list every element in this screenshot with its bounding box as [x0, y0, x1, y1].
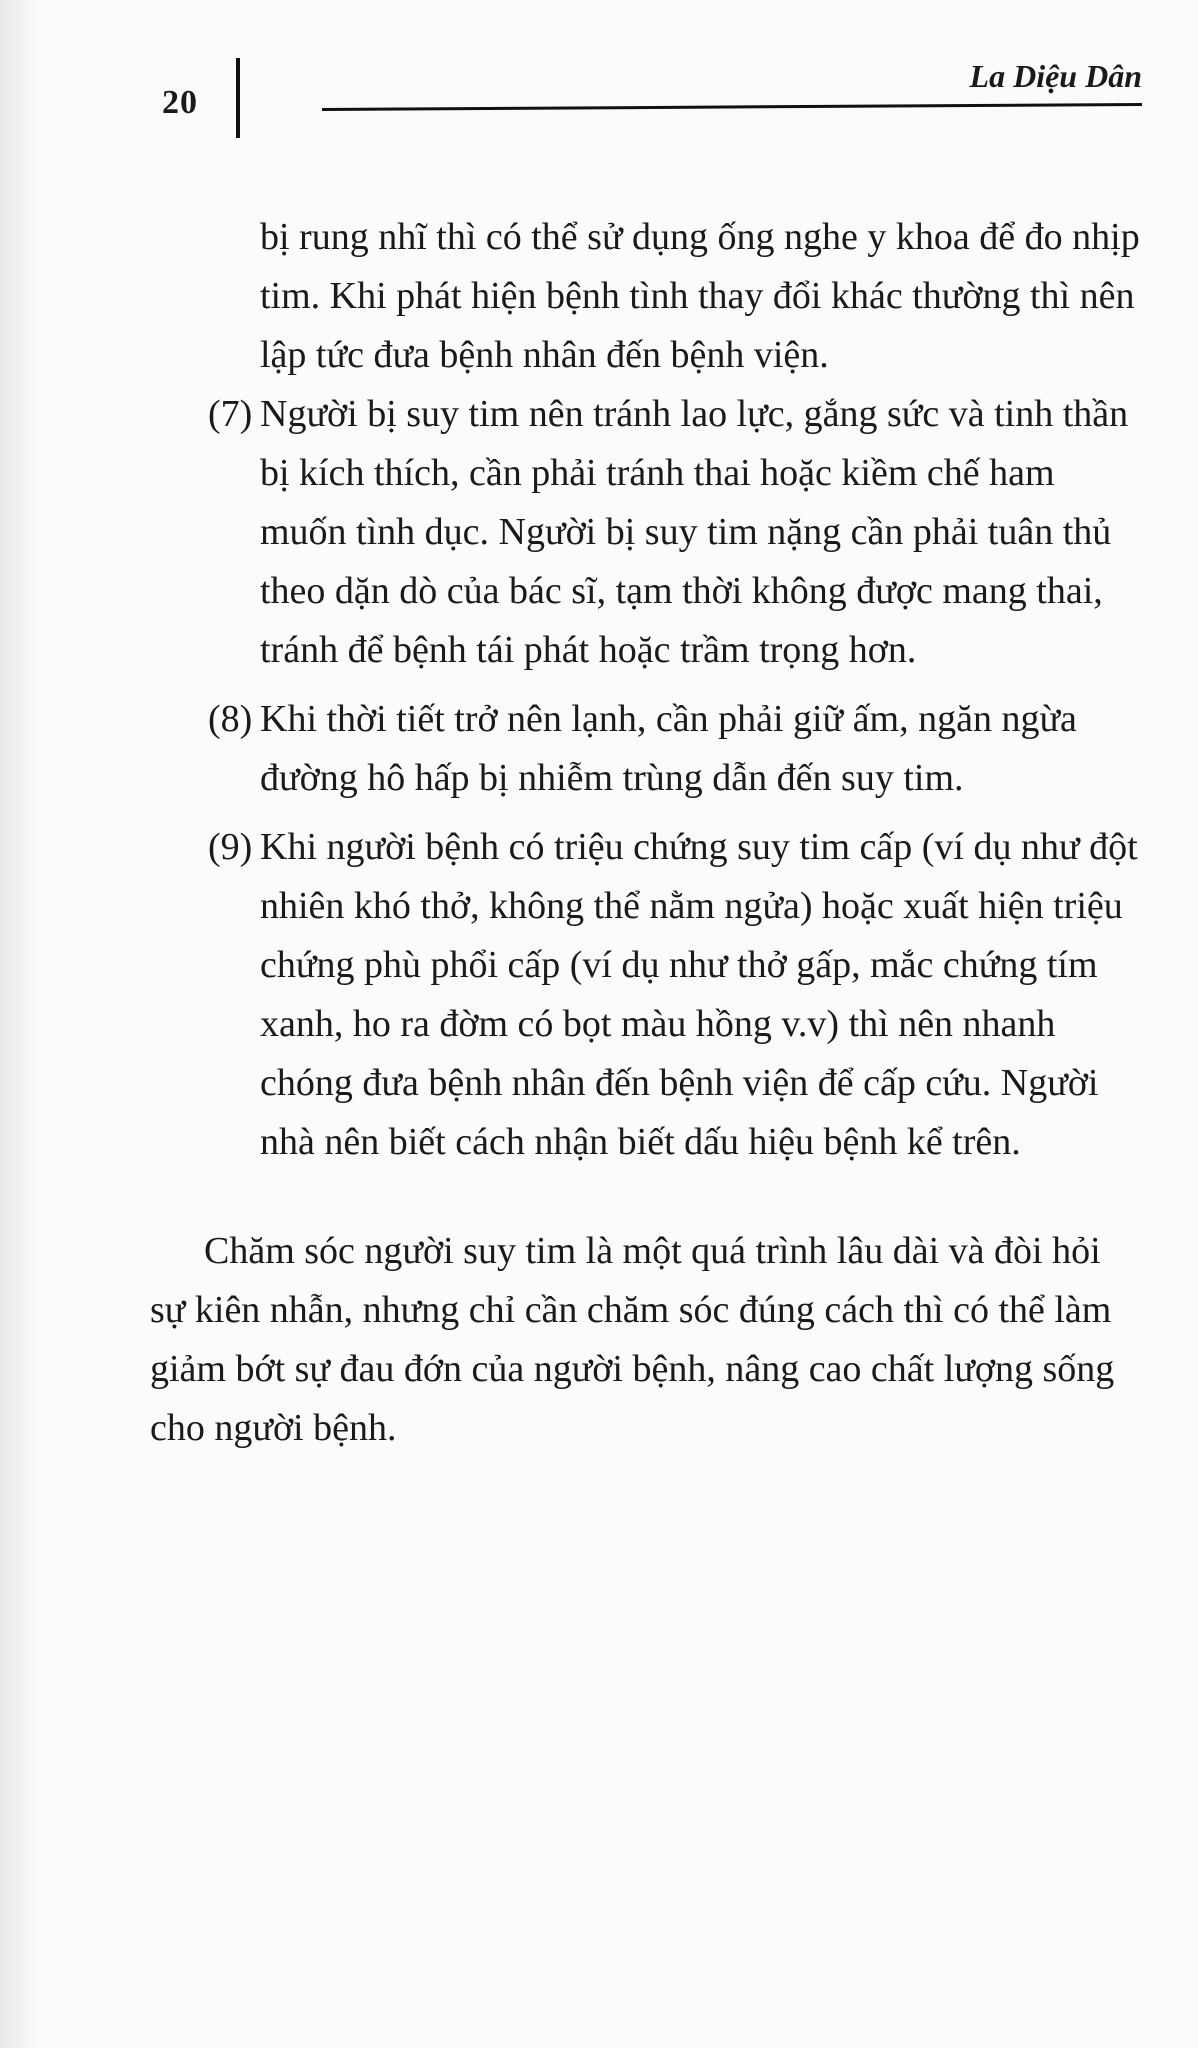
header-divider-bar: [236, 58, 240, 138]
binding-shadow: [0, 0, 38, 2048]
list-item-text: Khi người bệnh có triệu chứng suy tim cấp (ví dụ như đột nhiên khó thở, không thể nằm ngửa) hoặc xuất hiện triệu chứng phù phổi cấp (ví dụ như thở gấp, mắc chứng tím xanh, ho ra đờm có bọt màu hồng v.v) thì nên nhanh chóng đưa bệnh nhân đến bệnh viện để cấp cứu. Người nhà nên biết cách nhận biết dấu hiệu bệnh kể trên.: [260, 826, 1138, 1163]
list-item-number: (9): [208, 826, 253, 868]
body-text: [150, 208, 1140, 1458]
list-item-number: (7): [208, 393, 253, 435]
list-item: [150, 690, 1140, 808]
closing-paragraph: Chăm sóc người suy tim là một quá trình lâu dài và đòi hỏi sự kiên nhẫn, nhưng chỉ cần chăm sóc đúng cách thì có thể làm giảm bớt sự đau đớn của người bệnh, nâng cao chất lượng sống cho người bệnh.: [150, 1230, 1115, 1449]
list-item-number: (8): [208, 698, 253, 740]
header-rule: [322, 103, 1142, 111]
continued-paragraph: bị rung nhĩ thì có thể sử dụng ống nghe y khoa để đo nhịp tim. Khi phát hiện bệnh tình thay đổi khác thường thì nên lập tức đưa bệnh nhân đến bệnh viện.: [260, 216, 1140, 376]
list-item: [150, 385, 1140, 680]
list-item: [150, 818, 1140, 1172]
list-item-text: Khi thời tiết trở nên lạnh, cần phải giữ ấm, ngăn ngừa đường hô hấp bị nhiễm trùng dẫn đến suy tim.: [260, 698, 1077, 799]
running-header-author: La Diệu Dân: [969, 58, 1142, 94]
list-item-text: Người bị suy tim nên tránh lao lực, gắng sức và tinh thần bị kích thích, cần phải tránh thai hoặc kiềm chế ham muốn tình dục. Người bị suy tim nặng cần phải tuân thủ theo dặn dò của bác sĩ, tạm thời không được mang thai, tránh để bệnh tái phát hoặc trầm trọng hơn.: [260, 393, 1129, 671]
page-number: 20: [162, 84, 198, 121]
